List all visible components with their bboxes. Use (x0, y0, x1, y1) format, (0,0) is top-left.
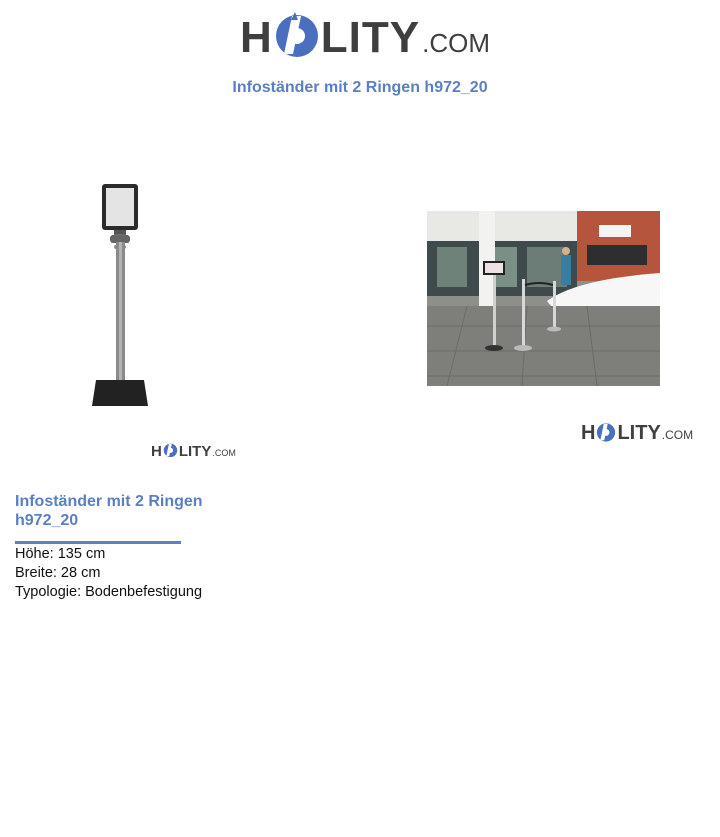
logo-o-icon (163, 444, 178, 459)
logo-letters-lity: LITY (178, 443, 212, 460)
spec-width: Breite: 28 cm (15, 565, 101, 581)
page-title: Infoständer mit 2 Ringen h972_20 (232, 79, 488, 96)
watermark-logo-left (151, 444, 236, 459)
logo-o-icon (274, 14, 320, 60)
spec-height: Höhe: 135 cm (15, 546, 106, 562)
logo-o-icon (596, 423, 616, 443)
product-title: Infoständer mit 2 Ringen h972_20 (15, 493, 203, 529)
lobby-photo (427, 211, 660, 386)
sign-stand-product-icon (80, 180, 160, 410)
lobby-photo-icon (427, 211, 660, 386)
logo-letter-h: H (151, 443, 162, 460)
logo-dotcom: .COM (661, 428, 694, 442)
logo-dotcom: .COM (212, 448, 236, 458)
brand-logo[interactable] (240, 14, 490, 60)
watermark-logo-right (581, 423, 693, 443)
product-image (80, 180, 160, 410)
logo-dotcom: .COM (422, 28, 490, 58)
logo-letters-lity: LITY (320, 13, 421, 62)
spec-typology: Typologie: Bodenbefestigung (15, 584, 203, 600)
logo-letter-h: H (581, 422, 596, 444)
logo-letter-h: H (240, 13, 273, 62)
logo-letters-lity: LITY (617, 422, 661, 444)
title-divider (15, 541, 181, 544)
